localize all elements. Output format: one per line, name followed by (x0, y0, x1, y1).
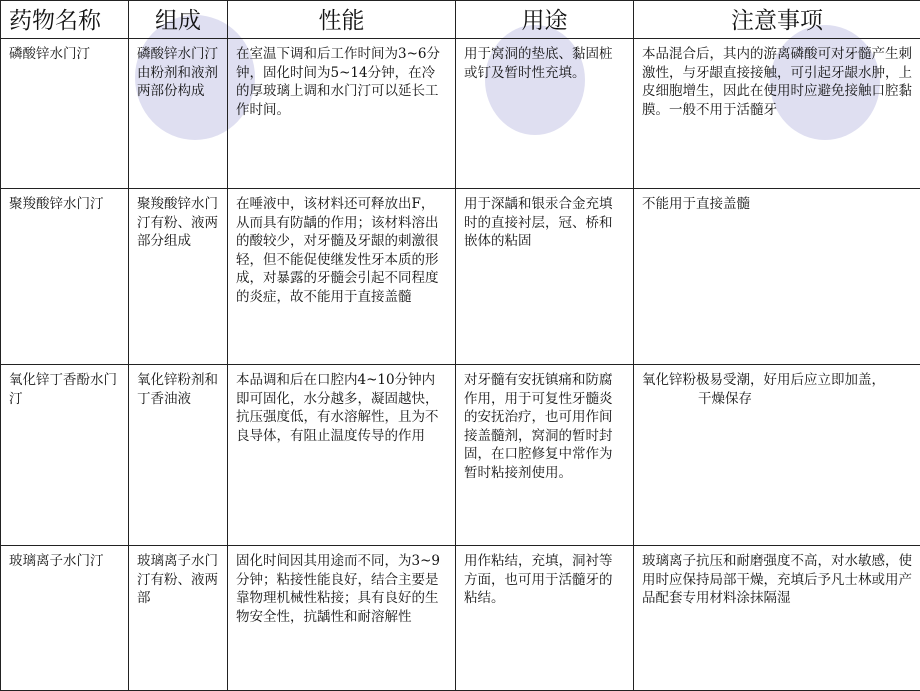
uses-cell: 用作粘结，充填，洞衬等方面，也可用于活髓牙的粘结。 (456, 546, 634, 691)
notes-cell (634, 365, 920, 546)
uses-cell: 用于窝洞的垫底、黏固桩或钉及暂时性充填。 (456, 39, 634, 189)
uses-cell: 用于深龋和银汞合金充填时的直接衬层，冠、桥和嵌体的粘固 (456, 189, 634, 365)
notes-line-indented: 干燥保存 (642, 390, 912, 409)
notes-cell: 玻璃离子抗压和耐磨强度不高，对水敏感，使用时应保持局部干燥，充填后予凡士林或用产品配套专用材料涂抹隔湿 (634, 546, 920, 691)
properties-cell: 本品调和后在口腔内4~10分钟内即可固化，水分越多，凝固越快，抗压强度低，有水溶解性，且为不良导体，有阻止温度传导的作用 (228, 365, 456, 546)
uses-cell: 对牙髓有安抚镇痛和防腐作用，用于可复性牙髓炎的安抚治疗，也可用作间接盖髓剂，窝洞的暂时封固，在口腔修复中常作为暂时粘接剂使用。 (456, 365, 634, 546)
table-row (1, 365, 920, 546)
table-row (1, 39, 920, 189)
header-composition: 组成 (129, 1, 228, 39)
header-row (1, 1, 920, 39)
header-notes: 注意事项 (634, 1, 920, 39)
properties-cell: 固化时间因其用途而不同，为3~9分钟；粘接性能良好，结合主要是靠物理机械性粘接；具有良好的生物安全性，抗龋性和耐溶解性 (228, 546, 456, 691)
header-properties: 性能 (228, 1, 456, 39)
drug-name-cell: 磷酸锌水门汀 (1, 39, 129, 189)
drug-name-cell: 玻璃离子水门汀 (1, 546, 129, 691)
table-row (1, 189, 920, 365)
table-row (1, 546, 920, 691)
notes-cell: 不能用于直接盖髓 (634, 189, 920, 365)
composition-cell: 磷酸锌水门汀由粉剂和液剂两部份构成 (129, 39, 228, 189)
notes-cell: 本品混合后，其内的游离磷酸可对牙髓产生刺激性，与牙龈直接接触，可引起牙龈水肿，上皮细胞增生，因此在使用时应避免接触口腔黏膜。一般不用于活髓牙 (634, 39, 920, 189)
drug-name-cell: 氧化锌丁香酚水门汀 (1, 365, 129, 546)
properties-cell: 在唾液中，该材料还可释放出F，从而具有防龋的作用；该材料溶出的酸较少，对牙髓及牙龈的刺激很轻，但不能促使继发性牙本质的形成，对暴露的牙髓会引起不同程度的炎症，故不能用于直接盖髓 (228, 189, 456, 365)
composition-cell: 氧化锌粉剂和丁香油液 (129, 365, 228, 546)
composition-cell: 聚羧酸锌水门汀有粉、液两部分组成 (129, 189, 228, 365)
drug-name-cell: 聚羧酸锌水门汀 (1, 189, 129, 365)
header-drug-name: 药物名称 (1, 1, 129, 39)
properties-cell: 在室温下调和后工作时间为3~6分钟，固化时间为5~14分钟，在冷的厚玻璃上调和水门汀可以延长工作时间。 (228, 39, 456, 189)
notes-line: 氧化锌粉极易受潮，好用后应立即加盖， (642, 371, 912, 390)
composition-cell: 玻璃离子水门汀有粉、液两部 (129, 546, 228, 691)
header-uses: 用途 (456, 1, 634, 39)
